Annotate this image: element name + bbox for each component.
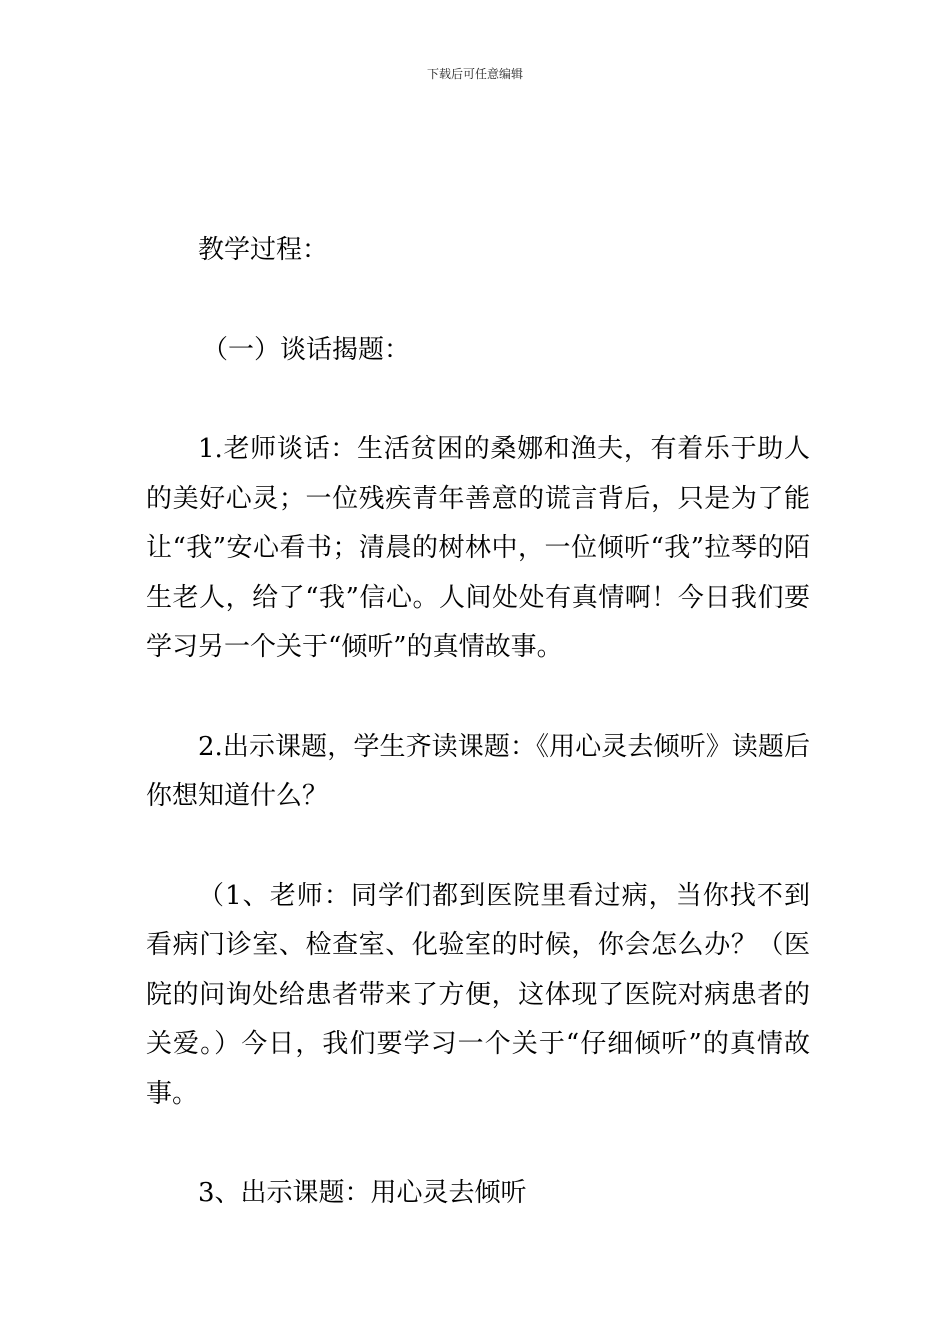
section-heading: 教学过程：	[198, 235, 329, 265]
paragraph-teacher-talk: 1.老师谈话：生活贫困的桑娜和渔夫，有着乐于助人的美好心灵；一位残疾青年善意的谎言背后，只是为了能让“我”安心看书；清晨的树林中，一位倾听“我”拉琴的陌生老人，给了“我”信心。人间处处有真情啊！今日我们要学习另一个关于“倾听”的真情故事。	[146, 434, 810, 662]
paragraph-hospital-example: （1、老师：同学们都到医院里看过病，当你找不到看病门诊室、检查室、化验室的时候，你会怎么办？（医院的问询处给患者带来了方便，这体现了医院对病患者的关爱。）今日，我们要学习一个关于“仔细倾听”的真情故事。	[146, 880, 810, 1109]
document-body	[146, 226, 810, 1219]
paragraph-show-title: 2.出示课题，学生齐读课题：《用心灵去倾听》读题后你想知道什么？	[146, 731, 810, 811]
paragraph-show-title-again: 3、出示课题：用心灵去倾听	[198, 1178, 527, 1208]
page-header-note: 下载后可任意编辑	[426, 67, 523, 81]
subsection-heading: （一）谈话揭题：	[202, 334, 411, 365]
